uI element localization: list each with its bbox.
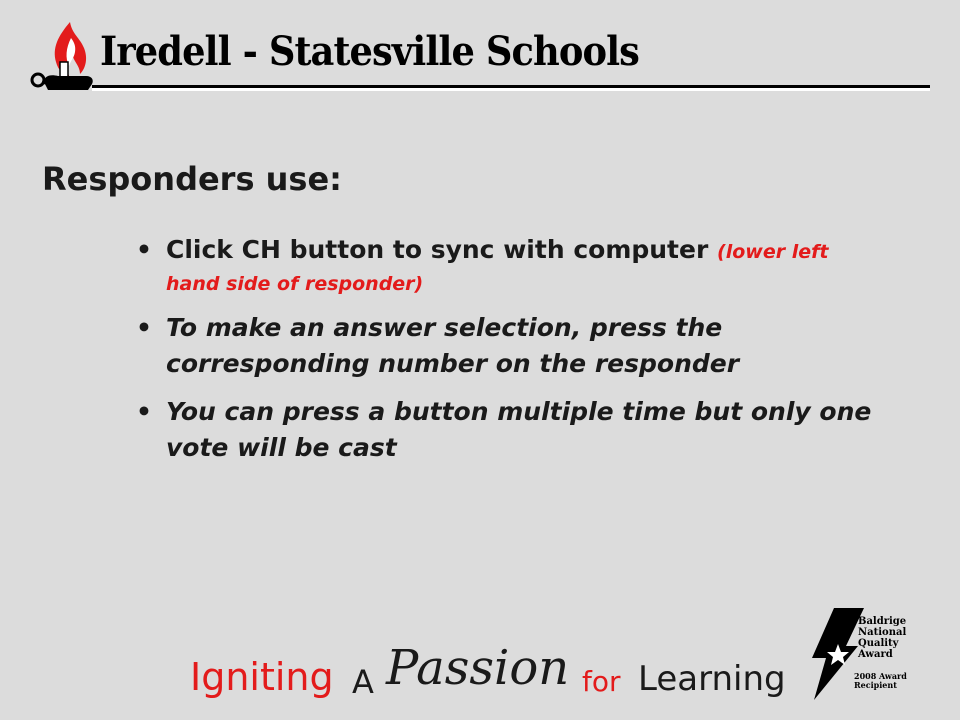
list-item xyxy=(130,394,920,466)
award-subtitle xyxy=(854,672,907,690)
bullet-text: You can press a button multiple time but only one vote will be cast xyxy=(166,397,872,462)
bullet-note: (lower left xyxy=(717,241,829,263)
bullet-text: To make an answer selection, press the corresponding number on the responder xyxy=(166,313,740,378)
slogan-a: A xyxy=(352,663,374,701)
bullet-dot: • xyxy=(136,397,152,426)
bullet-list xyxy=(130,232,920,478)
bullet-note-continued: hand side of responder) xyxy=(166,273,424,295)
slogan-learning: Learning xyxy=(638,659,786,699)
flame-lamp-icon xyxy=(30,18,100,100)
bullet-dot: • xyxy=(136,313,152,342)
bullet-text: Click CH button to sync with computer xyxy=(166,235,709,264)
list-item xyxy=(130,232,920,298)
bullet-dot: • xyxy=(136,235,152,264)
slogan-passion: Passion xyxy=(386,640,570,696)
award-title xyxy=(858,616,906,660)
award-line: Award xyxy=(858,649,893,660)
baldrige-award-badge xyxy=(806,606,936,702)
slide-header xyxy=(0,0,960,100)
slide-heading: Responders use: xyxy=(42,160,342,198)
header-divider xyxy=(92,85,930,91)
slogan-igniting: Igniting xyxy=(190,655,334,699)
award-sub-line: 2008 Award xyxy=(854,671,907,681)
award-line: Baldrige xyxy=(858,616,907,627)
list-item xyxy=(130,310,920,382)
slogan-for: for xyxy=(582,665,621,698)
award-sub-line: Recipient xyxy=(854,680,897,690)
header-title: Iredell - Statesville Schools xyxy=(100,28,639,75)
award-line: National xyxy=(858,627,907,638)
award-line: Quality xyxy=(858,638,899,649)
